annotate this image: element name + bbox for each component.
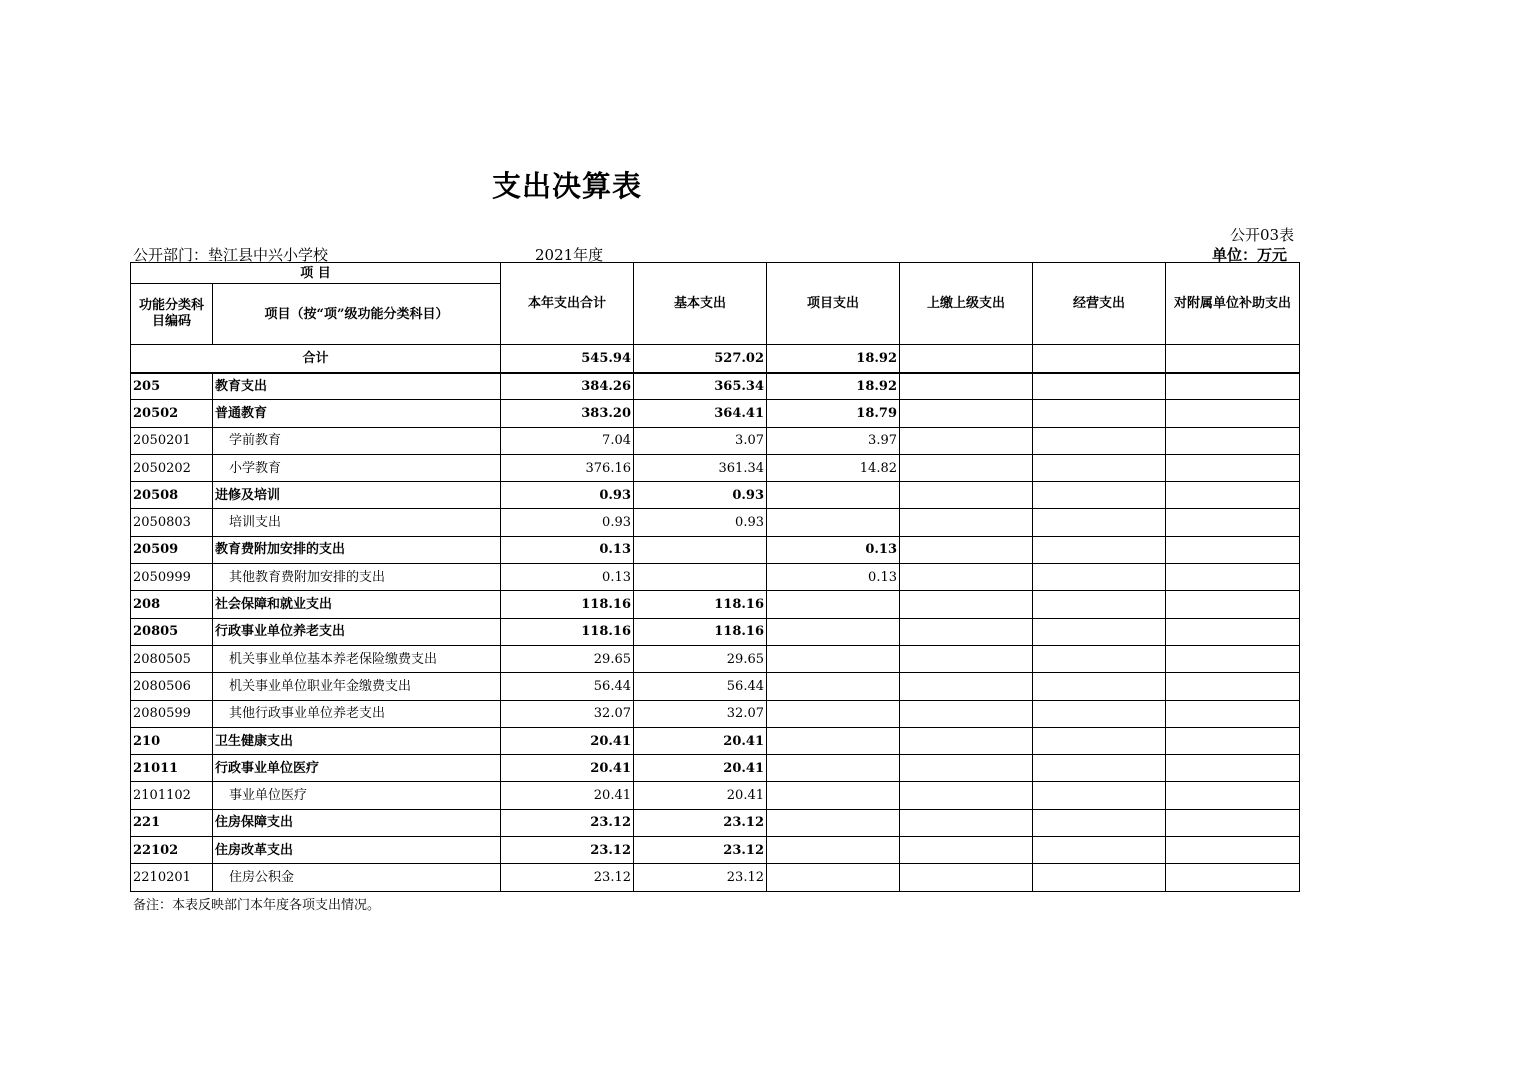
row-value: 364.41 (634, 400, 767, 427)
header-col-subsidy: 对附属单位补助支出 (1166, 263, 1300, 345)
row-value: 3.07 (634, 427, 767, 454)
total-value (1166, 345, 1300, 373)
row-value: 29.65 (634, 645, 767, 672)
row-value (900, 482, 1033, 509)
row-value (1033, 564, 1166, 591)
table-row (131, 864, 1300, 891)
row-code: 21011 (131, 755, 213, 782)
row-code: 2050202 (131, 454, 213, 481)
row-value (900, 454, 1033, 481)
total-value (900, 345, 1033, 373)
header-code: 功能分类科目编码 (131, 284, 213, 345)
row-value (1166, 618, 1300, 645)
row-name: 行政事业单位医疗 (213, 755, 501, 782)
row-value (900, 837, 1033, 864)
row-value (767, 673, 900, 700)
row-value (1166, 536, 1300, 563)
row-value (1166, 509, 1300, 536)
row-value (1033, 536, 1166, 563)
row-value (1166, 755, 1300, 782)
row-code: 2080505 (131, 645, 213, 672)
row-value: 118.16 (634, 618, 767, 645)
row-value (1166, 864, 1300, 891)
row-value (1166, 482, 1300, 509)
row-name: 进修及培训 (213, 482, 501, 509)
row-value: 0.93 (634, 482, 767, 509)
row-code: 210 (131, 727, 213, 754)
row-value: 23.12 (501, 864, 634, 891)
row-value: 56.44 (501, 673, 634, 700)
row-value (1033, 727, 1166, 754)
row-value (1166, 591, 1300, 618)
row-name: 培训支出 (213, 509, 501, 536)
row-name: 教育费附加安排的支出 (213, 536, 501, 563)
table-row (131, 809, 1300, 836)
row-name: 社会保障和就业支出 (213, 591, 501, 618)
row-value (900, 809, 1033, 836)
header-col-business: 经营支出 (1033, 263, 1166, 345)
row-value: 14.82 (767, 454, 900, 481)
row-name: 行政事业单位养老支出 (213, 618, 501, 645)
row-value (767, 645, 900, 672)
row-value: 23.12 (501, 809, 634, 836)
row-value: 32.07 (501, 700, 634, 727)
row-code: 2080506 (131, 673, 213, 700)
row-name: 机关事业单位基本养老保险缴费支出 (213, 645, 501, 672)
form-number: 公开03表 (1230, 226, 1295, 244)
row-code: 205 (131, 373, 213, 400)
row-value (767, 864, 900, 891)
row-value: 0.93 (501, 482, 634, 509)
row-value (767, 782, 900, 809)
row-name: 卫生健康支出 (213, 727, 501, 754)
row-value (900, 427, 1033, 454)
row-name: 教育支出 (213, 373, 501, 400)
unit-label: 单位：万元 (1212, 246, 1288, 264)
row-value (1166, 427, 1300, 454)
row-code: 20509 (131, 536, 213, 563)
row-value (1166, 837, 1300, 864)
table-row (131, 427, 1300, 454)
row-code: 208 (131, 591, 213, 618)
expenditure-table (130, 262, 1300, 892)
table-row (131, 509, 1300, 536)
row-value (900, 536, 1033, 563)
row-value: 18.92 (767, 373, 900, 400)
row-value (1033, 809, 1166, 836)
row-value: 0.13 (767, 536, 900, 563)
row-value: 7.04 (501, 427, 634, 454)
row-code: 20805 (131, 618, 213, 645)
row-value (767, 618, 900, 645)
row-value (900, 373, 1033, 400)
row-code: 2080599 (131, 700, 213, 727)
row-value (1033, 373, 1166, 400)
row-code: 2050999 (131, 564, 213, 591)
row-code: 20508 (131, 482, 213, 509)
table-row (131, 591, 1300, 618)
row-value: 23.12 (634, 864, 767, 891)
row-value (900, 591, 1033, 618)
row-value (1166, 564, 1300, 591)
row-value: 361.34 (634, 454, 767, 481)
total-label: 合计 (131, 345, 501, 373)
row-value (1166, 700, 1300, 727)
row-code: 2210201 (131, 864, 213, 891)
row-value (1166, 809, 1300, 836)
page-title: 支出决算表 (492, 169, 643, 203)
table-row (131, 673, 1300, 700)
row-value: 118.16 (501, 618, 634, 645)
table-row (131, 837, 1300, 864)
row-value: 32.07 (634, 700, 767, 727)
row-name: 住房改革支出 (213, 837, 501, 864)
row-code: 2101102 (131, 782, 213, 809)
row-value (1166, 673, 1300, 700)
header-item-group: 项 目 (131, 263, 501, 284)
row-value (900, 564, 1033, 591)
row-value (1033, 673, 1166, 700)
table-row (131, 536, 1300, 563)
header-row-1 (131, 263, 1300, 284)
row-value: 56.44 (634, 673, 767, 700)
row-value (767, 591, 900, 618)
total-value: 545.94 (501, 345, 634, 373)
table-row (131, 482, 1300, 509)
row-name: 其他行政事业单位养老支出 (213, 700, 501, 727)
total-value: 527.02 (634, 345, 767, 373)
row-value: 18.79 (767, 400, 900, 427)
row-value (900, 645, 1033, 672)
row-value (634, 536, 767, 563)
header-col-project: 项目支出 (767, 263, 900, 345)
row-value (1033, 755, 1166, 782)
row-name: 事业单位医疗 (213, 782, 501, 809)
row-value (1166, 454, 1300, 481)
row-value (1033, 591, 1166, 618)
row-name: 小学教育 (213, 454, 501, 481)
row-value: 365.34 (634, 373, 767, 400)
row-value (1033, 645, 1166, 672)
table-row (131, 400, 1300, 427)
row-value (1033, 482, 1166, 509)
row-value (900, 727, 1033, 754)
row-value: 23.12 (501, 837, 634, 864)
row-value (1033, 427, 1166, 454)
row-value (900, 755, 1033, 782)
header-col-total: 本年支出合计 (501, 263, 634, 345)
row-code: 221 (131, 809, 213, 836)
row-value: 20.41 (634, 755, 767, 782)
row-value: 118.16 (501, 591, 634, 618)
header-col-upper: 上缴上级支出 (900, 263, 1033, 345)
table-row (131, 454, 1300, 481)
total-value (1033, 345, 1166, 373)
row-value (1166, 645, 1300, 672)
table-row (131, 564, 1300, 591)
row-value: 0.13 (501, 536, 634, 563)
row-value: 23.12 (634, 837, 767, 864)
row-value: 20.41 (634, 782, 767, 809)
row-value: 3.97 (767, 427, 900, 454)
department-label: 公开部门：垫江县中兴小学校 (133, 246, 329, 264)
table-row (131, 618, 1300, 645)
row-code: 2050803 (131, 509, 213, 536)
row-name: 机关事业单位职业年金缴费支出 (213, 673, 501, 700)
row-value: 23.12 (634, 809, 767, 836)
row-value (900, 400, 1033, 427)
row-value (767, 700, 900, 727)
row-value (767, 509, 900, 536)
row-value (1033, 454, 1166, 481)
fiscal-year: 2021年度 (535, 246, 604, 264)
row-value (1033, 837, 1166, 864)
row-value: 20.41 (634, 727, 767, 754)
row-code: 20502 (131, 400, 213, 427)
row-value (900, 700, 1033, 727)
row-value: 376.16 (501, 454, 634, 481)
row-value (1033, 700, 1166, 727)
row-value (1166, 727, 1300, 754)
table-row (131, 755, 1300, 782)
row-value: 0.93 (634, 509, 767, 536)
row-value: 383.20 (501, 400, 634, 427)
table-row (131, 373, 1300, 400)
row-value: 20.41 (501, 727, 634, 754)
row-value (1033, 400, 1166, 427)
table-row (131, 700, 1300, 727)
row-value (1166, 400, 1300, 427)
row-value (1033, 782, 1166, 809)
row-name: 住房公积金 (213, 864, 501, 891)
row-value (767, 482, 900, 509)
row-value: 0.13 (767, 564, 900, 591)
row-value (900, 673, 1033, 700)
row-value: 0.93 (501, 509, 634, 536)
row-code: 2050201 (131, 427, 213, 454)
row-value (1166, 373, 1300, 400)
row-value (900, 618, 1033, 645)
row-value (1166, 782, 1300, 809)
row-name: 普通教育 (213, 400, 501, 427)
row-value (1033, 864, 1166, 891)
row-value (900, 782, 1033, 809)
row-value: 384.26 (501, 373, 634, 400)
table-row (131, 782, 1300, 809)
row-value (900, 864, 1033, 891)
row-name: 学前教育 (213, 427, 501, 454)
row-value: 20.41 (501, 755, 634, 782)
row-value (767, 809, 900, 836)
row-value: 0.13 (501, 564, 634, 591)
row-value: 118.16 (634, 591, 767, 618)
total-value: 18.92 (767, 345, 900, 373)
row-value: 20.41 (501, 782, 634, 809)
row-code: 22102 (131, 837, 213, 864)
footnote: 备注：本表反映部门本年度各项支出情况。 (133, 898, 381, 913)
row-value: 29.65 (501, 645, 634, 672)
row-value (900, 509, 1033, 536)
row-name: 其他教育费附加安排的支出 (213, 564, 501, 591)
table-row (131, 645, 1300, 672)
row-value (767, 727, 900, 754)
header-col-basic: 基本支出 (634, 263, 767, 345)
row-value (1033, 509, 1166, 536)
row-value (634, 564, 767, 591)
row-value (1033, 618, 1166, 645)
header-name: 项目（按“项”级功能分类科目） (213, 284, 501, 345)
row-name: 住房保障支出 (213, 809, 501, 836)
row-value (767, 755, 900, 782)
row-value (767, 837, 900, 864)
table-row (131, 727, 1300, 754)
total-row (131, 345, 1300, 373)
